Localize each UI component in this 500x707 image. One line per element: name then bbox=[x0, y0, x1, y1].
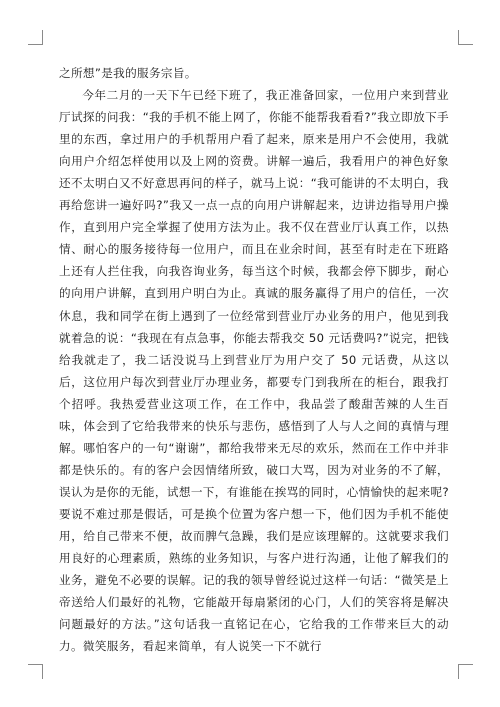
crop-mark-bottom-left bbox=[28, 664, 43, 679]
paragraph-continuation: 之所想”是我的服务宗旨。 bbox=[59, 66, 197, 80]
crop-mark-top-left bbox=[28, 30, 43, 45]
crop-mark-bottom-right bbox=[458, 664, 473, 679]
crop-mark-top-right bbox=[458, 30, 473, 45]
paragraph-main: 今年二月的一天下午已经下班了，我正准备回家，一位用户来到营业厅试探的问我：“我的手机不能上网了，你能不能帮我看看?”我立即放下手里的东西，拿过用户的手机帮用户看了起来，原来是用户不会使用，我就向用户介绍怎样使用以及上网的资费。讲解一遍后，我看用户的神色好象还不太明白又不好意思再问的样子，就马上说：“我可能讲的不太明白，我再给您讲一遍好吗?”我又一点一点的向用户讲解起来，边讲边指导用户操作，直到用户完全掌握了使用方法为止。我不仅在营业厅认真工作，以热情、耐心的服务接待每一位用户，而且在业余时间，甚至有时走在下班路上还有人拦住我，向我咨询业务，每当这个时候，我都会停下脚步，耐心的向用户讲解，直到用户明白为止。真诚的服务赢得了用户的信任，一次休息，我和同学在街上遇到了一位经常到营业厅办业务的用户，他见到我就着急的说：“我现在有点急事，你能去帮我交 50 元话费吗?”说完，把钱给我就走了，我二话没说马上到营业厅为用户交了 50 元话费，从这以后，这位用户每次到营业厅办理业务，都要专门到我所在的柜台，跟我打个招呼。我热爱营业这项工作，在工作中，我品尝了酸甜苦辣的人生百味，体会到了它给我带来的快乐与悲伤，感悟到了人与人之间的真情与理解。哪怕客户的一句“谢谢”，都给我带来无尽的欢乐，然而在工作中并非都是快乐的。有的客户会因情绪所致，破口大骂，因为对业务的不了解，误认为是你的无能，试想一下，有谁能在挨骂的同时，心情愉快的起来呢?要说不难过那是假话，可是换个位置为客户想一下，他们因为手机不能使用，给自己带来不便，故而脾气急躁，我们是应该理解的。这就要求我们用良好的心理素质，熟练的业务知识，与客户进行沟通，让他了解我们的业务，避免不必要的误解。记的我的领导曾经说过这样一句话：“微笑是上帝送给人们最好的礼物，它能敲开每扇紧闭的心门，人们的笑容将是解决问题最好的方法。”这句话我一直铭记在心，它给我的工作带来巨大的动力。微笑服务，看起来简单，有人说笑一下不就行 bbox=[59, 88, 449, 654]
document-body bbox=[59, 62, 449, 657]
